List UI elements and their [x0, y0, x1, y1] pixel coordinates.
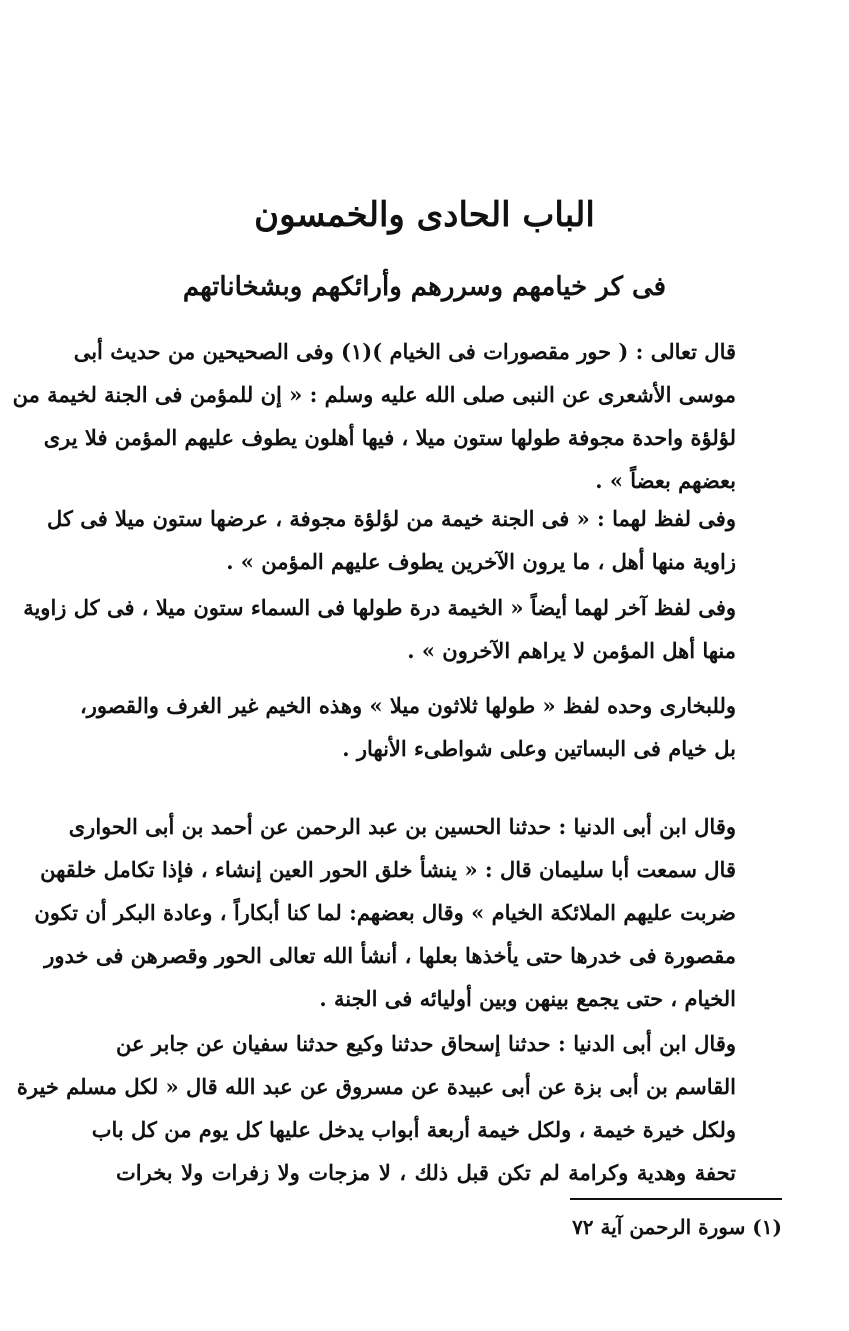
paragraph [79, 684, 736, 770]
paragraph [34, 805, 736, 1020]
text-line: وفى لفظ آخر لهما أيضاً « الخيمة درة طولها فى السماء ستون ميلا ، فى كل زاوية [23, 595, 736, 620]
text-line: منها أهل المؤمن لا يراهم الآخرون » . [407, 638, 736, 663]
text-line: بل خيام فى البساتين وعلى شواطىء الأنهار . [342, 736, 736, 761]
text-line: وقال ابن أبى الدنيا : حدثنا إسحاق حدثنا وكيع حدثنا سفيان عن جابر عن [116, 1031, 736, 1056]
text-line: الخيام ، حتى يجمع بينهن وبين أوليائه فى الجنة . [319, 986, 736, 1011]
text-line: قال سمعت أبا سليمان قال : « ينشأ خلق الحور العين إنشاء ، فإذا تكامل خلقهن [40, 857, 736, 882]
paragraph [12, 330, 736, 502]
text-line: ولكل خيرة خيمة ، ولكل خيمة أربعة أبواب يدخل عليها كل يوم من كل باب [91, 1117, 736, 1142]
text-line: ضربت عليهم الملائكة الخيام » وقال بعضهم: لما كنا أبكاراً ، وعادة البكر أن تكون [34, 900, 736, 925]
paragraph [23, 586, 736, 672]
chapter-title: الباب الحادى والخمسون [254, 195, 595, 235]
text-line: تحفة وهدية وكرامة لم تكن قبل ذلك ، لا مزجات ولا زفرات ولا بخرات [116, 1160, 736, 1185]
text-line: بعضهم بعضاً » . [595, 468, 736, 493]
text-line: موسى الأشعرى عن النبى صلى الله عليه وسلم : « إن للمؤمن فى الجنة لخيمة من [12, 382, 736, 407]
text-line: مقصورة فى خدرها حتى يأخذها بعلها ، أنشأ الله تعالى الحور وقصرهن فى خدور [44, 943, 736, 968]
footnote: (١) سورة الرحمن آية ٧٢ [572, 1215, 782, 1239]
text-line: لؤلؤة واحدة مجوفة طولها ستون ميلا ، فيها أهلون يطوف عليهم المؤمن فلا يرى [43, 425, 736, 450]
paragraph [16, 1022, 736, 1194]
paragraph [46, 497, 736, 583]
chapter-subtitle: فى كر خيامهم وسررهم وأرائكهم وبشخاناتهم [182, 272, 667, 302]
footnote-divider [570, 1198, 782, 1200]
text-line: وللبخارى وحده لفظ « طولها ثلاثون ميلا » وهذه الخيم غير الغرف والقصور، [79, 693, 736, 718]
text-line: وفى لفظ لهما : « فى الجنة خيمة من لؤلؤة مجوفة ، عرضها ستون ميلا فى كل [46, 506, 736, 531]
text-line: القاسم بن أبى بزة عن أبى عبيدة عن مسروق عن عبد الله قال « لكل مسلم خيرة [16, 1074, 736, 1099]
text-line: قال تعالى : ( حور مقصورات فى الخيام )(١) وفى الصحيحين من حديث أبى [73, 339, 736, 364]
text-line: وقال ابن أبى الدنيا : حدثنا الحسين بن عبد الرحمن عن أحمد بن أبى الحوارى [68, 814, 736, 839]
text-line: زاوية منها أهل ، ما يرون الآخرين يطوف عليهم المؤمن » . [226, 549, 736, 574]
